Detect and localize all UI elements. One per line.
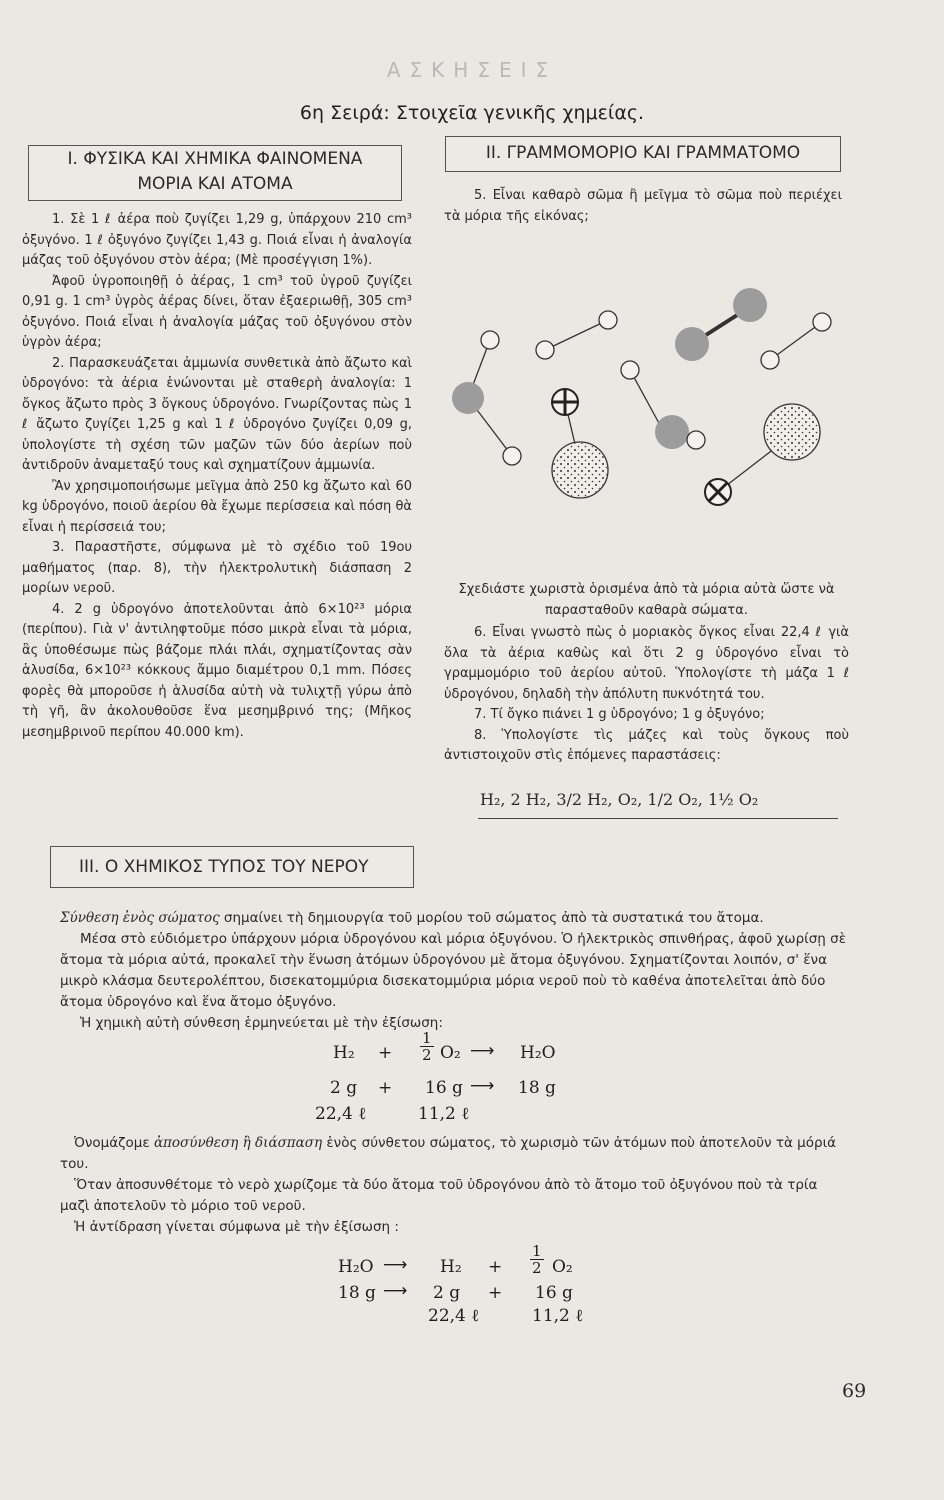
formula-list: H₂, 2 H₂, 3/2 H₂, O₂, 1/2 O₂, 1½ O₂ — [480, 790, 759, 809]
section3-body — [60, 908, 850, 1034]
eq1-r2: O₂ — [440, 1043, 461, 1063]
figure-caption: Σχεδιάστε χωριστὰ ὁρισμένα ἀπὸ τὰ μόρια αὐτὰ ὥστε νὰ παρασταθοῦν καθαρὰ σώματα. — [458, 582, 835, 618]
eq2-reactant: H₂O — [338, 1257, 374, 1277]
eq2-vol1: 22,4 ℓ — [428, 1306, 480, 1326]
section3-heading-box — [50, 846, 414, 888]
exercise-1a: 1. Σὲ 1 ℓ ἀέρα ποὺ ζυγίζει 1,29 g, ὑπάρχουν 210 cm³ ὀξυγόνο. 1 ℓ ὀξυγόνο ζυγίζει 1,43 g. Ποιά εἶναι ἡ ἀναλογία μάζας τοῦ ὀξυγόνου στὸν ἀέρα; (Μὲ προσέγγιση 1%). — [22, 212, 412, 268]
exercise-2b: Ἂν χρησιμοποιήσωμε μεῖγμα ἀπὸ 250 kg ἄζωτο καὶ 60 kg ὑδρογόνο, ποιοῦ ἀερίου θὰ ἔχωμε περίσσεια καὶ πόση θὰ εἶναι ἡ περίσσειά του; — [22, 478, 412, 535]
molecule-dotted-crossed — [705, 404, 820, 505]
eq2-mass-plus: + — [488, 1283, 503, 1303]
eq1-vol1: 22,4 ℓ — [315, 1104, 367, 1124]
eq1-plus: + — [378, 1043, 393, 1063]
section3-body-2 — [60, 1133, 850, 1238]
equation-intro: Ἡ χημικὴ αὐτὴ σύνθεση ἑρμηνεύεται μὲ τὴν ἐξίσωση: — [80, 1015, 443, 1031]
section3-title: III. Ο ΧΗΜΙΚΟΣ ΤΥΠΟΣ ΤΟΥ ΝΕΡΟΥ — [79, 857, 369, 877]
decomposition-pre: Ὀνομάζομε — [74, 1135, 154, 1151]
exercise-6: 6. Εἶναι γνωστὸ πὼς ὁ μοριακὸς ὄγκος εἶναι 22,4 ℓ γιὰ ὅλα τὰ ἀέρια καθὼς καὶ ὅτι 2 g ὑδρογόνο εἶναι τὸ γραμμομόριο τοῦ ἀερίου αὐτοῦ. Ὑπολογίστε τὴ μάζα 1 ℓ ὑδρογόνου, δηλαδὴ τὴν ἀπόλυτη πυκνότητά του. — [444, 625, 849, 702]
eq1-r1: H₂ — [333, 1043, 355, 1063]
eq1-mass-plus: + — [378, 1078, 393, 1098]
series-title: 6η Σειρά: Στοιχεῖα γενικῆς χημείας. — [299, 102, 645, 124]
eq1-frac-den: 2 — [422, 1046, 432, 1064]
eq1-frac-num: 1 — [422, 1029, 432, 1047]
small-atom — [481, 331, 499, 349]
section2-title: II. ΓΡΑΜΜΟΜΟΡΙΟ ΚΑΙ ΓΡΑΜΜΑΤΟΜΟ — [485, 143, 801, 163]
eq2-fraction — [530, 1243, 544, 1276]
small-atom — [503, 447, 521, 465]
eq2-mass-arrow: ⟶ — [383, 1281, 408, 1301]
eq2-arrow: ⟶ — [383, 1255, 408, 1275]
eq1-arrow: ⟶ — [470, 1041, 495, 1061]
page-number: 69 — [842, 1380, 867, 1402]
eq1-fraction — [420, 1030, 434, 1063]
reaction-intro: Ἡ ἀντίδραση γίνεται σύμφωνα μὲ τὴν ἐξίσωση : — [74, 1219, 399, 1235]
eq2-product1: H₂ — [440, 1257, 462, 1277]
decomposition-rest: ἑνὸς σύνθετου σώματος, τὸ χωρισμὸ τῶν ἀτόμων ποὺ ἀποτελοῦν τὰ μόριά του. — [60, 1135, 837, 1172]
section1-title-line2: ΜΟΡΙΑ ΚΑΙ ΑΤΟΜΑ — [137, 174, 293, 194]
eq1-vol2: 11,2 ℓ — [418, 1104, 470, 1124]
eq2-frac-num: 1 — [532, 1242, 542, 1260]
decomposition-definition — [60, 1133, 850, 1175]
exercise-4: 4. 2 g ὑδρογόνο ἀποτελοῦνται ἀπὸ 6×10²³ μόρια (περίπου). Γιὰ ν' ἀντιληφτοῦμε πόσο μικρὰ εἶναι τὰ μόρια, ἂς ὑποθέσωμε πὼς βάζομε πλάι πλάι, σχηματίζοντας σὰν ἁλυσίδα, 6×10²³ κόκκους ἄμμο διαμέτρου 0,1 mm. Πόσες φορὲς θὰ μποροῦσε ἡ ἁλυσίδα αὐτὴ νὰ τυλιχτῇ γύρω ἀπὸ τὴ γῆ, ἂν ἀκολουθοῦσε ἕνα μεσημβρινό της; (Μῆκος μεσημβρινοῦ περίπου 40.000 km). — [22, 601, 412, 740]
eq2-vol2: 11,2 ℓ — [532, 1306, 584, 1326]
eq1-mass-arrow: ⟶ — [470, 1076, 495, 1096]
molecule-grey-middle — [621, 361, 705, 449]
synthesis-definition — [60, 908, 850, 929]
section1-body — [22, 210, 412, 743]
eq2-mass3: 16 g — [535, 1283, 573, 1303]
eq1-mass2: 16 g — [425, 1078, 463, 1098]
molecule-pair-right — [761, 313, 831, 369]
exercise-1b: Ἀφοῦ ὑγροποιηθῇ ὁ ἀέρας, 1 cm³ τοῦ ὑγροῦ ζυγίζει 0,91 g. 1 cm³ ὑγρὸς ἀέρας δίνει, ὅταν ἐξαεριωθῇ, 305 cm³ ὀξυγόνο. Ποιά εἶναι ἡ ἀναλογία μάζας τοῦ ὀξυγόνου στὸν ὑγρὸν ἀέρα; — [22, 273, 412, 350]
water-decomposition-paragraph: Ὅταν ἀποσυνθέτομε τὸ νερὸ χωρίζομε τὰ δύο ἄτομα τοῦ ὑδρογόνου ἀπὸ τὸ ἄτομο τοῦ ὀξυγόνου ποὺ τὰ τρία μαζὶ ἀποτελοῦν τὸ μόριο τοῦ νεροῦ. — [60, 1177, 818, 1214]
molecule-crossed-dotted — [552, 389, 608, 498]
exercise-2a: 2. Παρασκευάζεται ἀμμωνία συνθετικὰ ἀπὸ ἄζωτο καὶ ὑδρογόνο: τὰ ἀέρια ἑνώνονται μὲ σταθερὴ ἀναλογία: 1 ὄγκος ἄζωτο πρὸς 3 ὄγκους ὑδρογόνο. Γνωρίζοντας πὼς 1 ℓ ἄζωτο ζυγίζει 1,25 g καὶ 1 ℓ ὑδρογόνο ζυγίζει 0,09 g, ὑπολογίστε τὴ σχέση τῶν μαζῶν τῶν δύο ἀερίων ποὺ ἀντιδροῦν ἀναμεταξύ τους καὶ σχηματίζουν ἀμμωνία. — [22, 355, 412, 473]
faded-page-title: ΑΣΚΗΣΕΙΣ — [386, 58, 558, 82]
exercise-3: 3. Παραστῆστε, σύμφωνα μὲ τὸ σχέδιο τοῦ 19ου μαθήματος (παρ. 8), τὴν ἠλεκτρολυτικὴ διάσπαση 2 μορίων νεροῦ. — [22, 540, 412, 596]
eq2-mass2: 2 g — [433, 1283, 461, 1303]
eq1-product: H₂O — [520, 1043, 556, 1063]
eq2-frac-den: 2 — [532, 1259, 542, 1277]
grey-atom — [452, 382, 484, 414]
exercise-7: 7. Τί ὄγκο πιάνει 1 g ὑδρογόνο; 1 g ὀξυγόνο; — [474, 707, 765, 722]
formula-underline — [478, 818, 838, 819]
eq1-mass3: 18 g — [518, 1078, 556, 1098]
molecule-pair-top — [536, 311, 617, 359]
decomposition-term: ἀποσύνθεση ἢ διάσπαση — [153, 1135, 323, 1151]
molecules-figure — [440, 280, 840, 540]
molecule-grey-pair — [675, 288, 767, 361]
eq2-plus: + — [488, 1257, 503, 1277]
exercise-8: 8. Ὑπολογίστε τὶς μάζες καὶ τοὺς ὄγκους ποὺ ἀντιστοιχοῦν στὶς ἑπόμενες παραστάσεις: — [444, 727, 849, 763]
eq1-mass1: 2 g — [330, 1078, 358, 1098]
section2-body — [444, 623, 849, 767]
section1-title-line1: I. ΦΥΣΙΚΑ ΚΑΙ ΧΗΜΙΚΑ ΦΑΙΝΟΜΕΝΑ — [67, 149, 363, 169]
synthesis-term: Σύνθεση ἑνὸς σώματος — [60, 910, 220, 926]
molecule-oxygen-chain — [452, 331, 521, 465]
synthesis-definition-text: σημαίνει τὴ δημιουργία τοῦ μορίου τοῦ σώματος ἀπὸ τὰ συστατικά του ἄτομα. — [219, 910, 764, 926]
eq2-product2: O₂ — [552, 1257, 573, 1277]
eq2-mass1: 18 g — [338, 1283, 376, 1303]
eudiometer-paragraph: Μέσα στὸ εὐδιόμετρο ὑπάρχουν μόρια ὑδρογόνου καὶ μόρια ὀξυγόνου. Ὁ ἠλεκτρικὸς σπινθήρας, ἀφοῦ χωρίσῃ σὲ ἄτομα τὰ μόρια αὐτά, προκαλεῖ τὴν ἕνωση ἀτόμων ὑδρογόνου μὲ ἄτομα ὀξυγόνου. Σχηματίζονται λοιπόν, σ' ἕνα μικρὸ κλάσμα δευτερολέπτου, δισεκατομμύρια δισεκατομμύρια μόρια νεροῦ ποὺ τὸ καθένα ἀποτελεῖται ἀπὸ δύο ἄτομα ὑδρογόνο καὶ ἕνα ἄτομο ὀξυγόνο. — [60, 931, 847, 1010]
exercise-5: 5. Εἶναι καθαρὸ σῶμα ἢ μεῖγμα τὸ σῶμα ποὺ περιέχει τὰ μόρια τῆς εἰκόνας; — [444, 188, 842, 224]
section2-heading-box — [445, 136, 841, 172]
section1-heading-box — [28, 145, 402, 201]
